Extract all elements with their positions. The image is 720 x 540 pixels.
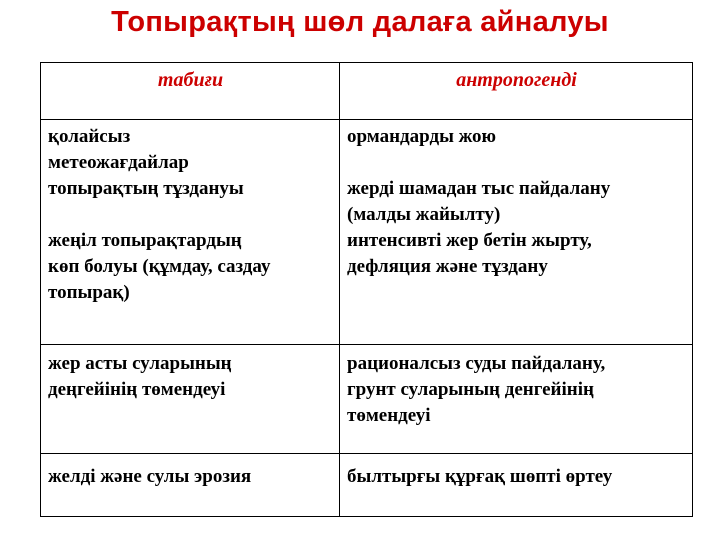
cell-line: деңгейінің төмендеуі	[48, 379, 226, 400]
table-row	[41, 345, 693, 454]
table-row	[41, 120, 693, 345]
cell-line: топырақ)	[48, 282, 130, 303]
cell-line: төмендеуі	[347, 405, 431, 426]
cell-line: желді және сулы эрозия	[48, 466, 252, 487]
header-natural: табиғи	[41, 63, 340, 120]
cell-line: интенсивті жер бетін жырту,	[347, 230, 592, 251]
cell-line: жеңіл топырақтардың	[48, 230, 242, 251]
cell-line: былтырғы құрғақ шөпті өртеу	[347, 466, 613, 487]
cell-line: метеожағдайлар	[48, 152, 189, 173]
cell-natural	[41, 120, 340, 345]
cell-line: жерді шамадан тыс пайдалану	[347, 178, 611, 199]
header-anthropogenic: антропогенді	[340, 63, 693, 120]
cell-line: қолайсыз	[48, 126, 131, 147]
cell-line: рационалсыз суды пайдалану,	[347, 353, 606, 374]
cell-line: (малды жайылту)	[347, 204, 501, 225]
table-row	[41, 454, 693, 517]
cell-line	[48, 202, 333, 228]
cell-natural	[41, 454, 340, 517]
cell-line: дефляция және тұздану	[347, 256, 548, 277]
cell-line: топырақтың тұздануы	[48, 178, 244, 199]
cell-anthropogenic	[340, 454, 693, 517]
table-header-row	[41, 63, 693, 120]
cell-natural	[41, 345, 340, 454]
page-title: Топырақтың шөл далаға айналуы	[111, 6, 609, 38]
cell-line: жер асты суларының	[48, 353, 232, 374]
cell-line	[347, 150, 686, 176]
comparison-table	[40, 62, 693, 517]
cell-line: грунт суларының денгейінің	[347, 379, 594, 400]
cell-line: көп болуы (құмдау, саздау	[48, 256, 271, 277]
cell-anthropogenic	[340, 120, 693, 345]
cell-line: ормандарды жою	[347, 126, 496, 147]
cell-anthropogenic	[340, 345, 693, 454]
